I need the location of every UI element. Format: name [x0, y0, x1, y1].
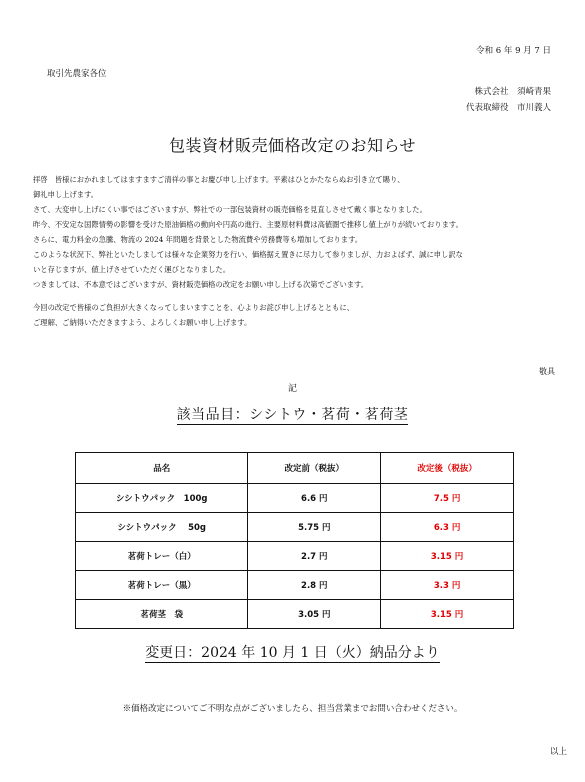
cell-price-before: 6.6 円 — [248, 484, 381, 513]
cell-price-after: 7.5 円 — [381, 484, 514, 513]
price-table — [75, 452, 514, 629]
cell-price-before: 3.05 円 — [248, 600, 381, 629]
body-line: ご理解、ご納得いただきますよう、よろしくお願い申し上げます。 — [33, 318, 252, 327]
document-date: 令和 6 年 9 月 7 日 — [476, 46, 551, 56]
cell-price-after: 3.15 円 — [381, 600, 514, 629]
cell-product-name: 茗荷トレー（黒） — [76, 571, 248, 600]
cell-price-before: 2.8 円 — [248, 571, 381, 600]
cell-price-after: 3.3 円 — [381, 571, 514, 600]
body-line: さらに、電力料金の急騰、物流の 2024 年問題を背景とした物流費や労務費等も増加しております。 — [33, 235, 363, 244]
change-date-text: 変更日：2024 年 10 月 1 日（火）納品分より — [145, 645, 440, 661]
table-row — [76, 571, 514, 600]
sender-company: 株式会社 須崎青果 — [474, 87, 551, 97]
table-row — [76, 600, 514, 629]
letter-body — [33, 172, 553, 330]
body-line: 今回の改定で皆様のご負担が大きくなってしまいますことを、心よりお詫び申し上げるとともに、 — [33, 303, 355, 312]
cell-product-name: 茗荷茎 袋 — [76, 600, 248, 629]
change-date-heading — [0, 642, 585, 662]
header-price-after: 改定後（税抜） — [381, 453, 514, 484]
ki-marker: 記 — [287, 384, 297, 394]
header-price-before: 改定前（税抜） — [248, 453, 381, 484]
body-line: このような状況下、弊社といたしましては様々な企業努力を行い、価格据え置きに尽力して参りましが、力およばず、誠に申し訳な — [33, 250, 463, 259]
body-line: さて、大変申し上げにくい事ではございますが、弊社での一部包装資材の販売価格を見直しさせて戴く事となりました。 — [33, 205, 427, 214]
cell-price-before: 5.75 円 — [248, 513, 381, 542]
cell-product-name: シシトウパック 50g — [76, 513, 248, 542]
inquiry-note: ※価格改定についてご不明な点がございましたら、担当営業までお問い合わせください。 — [122, 704, 463, 714]
body-line: 拝啓 皆様におかれましてはますますご清祥の事とお慶び申し上げます。平素はひとかたならぬお引き立て賜り、 — [33, 175, 405, 184]
cell-product-name: 茗荷トレー（白） — [76, 542, 248, 571]
closing-keigu: 敬具 — [539, 367, 555, 376]
sender-representative: 代表取締役 市川義人 — [465, 103, 551, 113]
table-row — [76, 513, 514, 542]
product-heading-text: 該当品目：シシトウ・茗荷・茗荷茎 — [176, 407, 409, 423]
product-heading — [0, 404, 585, 424]
body-line: 昨今、不安定な国際情勢の影響を受けた原油価格の動向や円高の進行、主要原材料費は高値圏で推移し値上がりが続いております。 — [33, 220, 463, 229]
document-title: 包装資材販売価格改定のお知らせ — [168, 136, 417, 155]
table-row — [76, 484, 514, 513]
cell-price-after: 6.3 円 — [381, 513, 514, 542]
cell-product-name: シシトウパック 100g — [76, 484, 248, 513]
body-line: 御礼申し上げます。 — [33, 190, 99, 199]
body-line: つきましては、不本意ではございますが、資材販売価格の改定をお願い申し上げる次第でございます。 — [33, 280, 369, 289]
recipient: 取引先農家各位 — [47, 69, 107, 79]
body-line: いと存じますが、値上げさせていただく運びとなりました。 — [33, 265, 231, 274]
end-marker: 以上 — [549, 747, 567, 757]
table-row — [76, 542, 514, 571]
cell-price-before: 2.7 円 — [248, 542, 381, 571]
cell-price-after: 3.15 円 — [381, 542, 514, 571]
header-product-name: 品名 — [76, 453, 248, 484]
table-header-row — [76, 453, 514, 484]
